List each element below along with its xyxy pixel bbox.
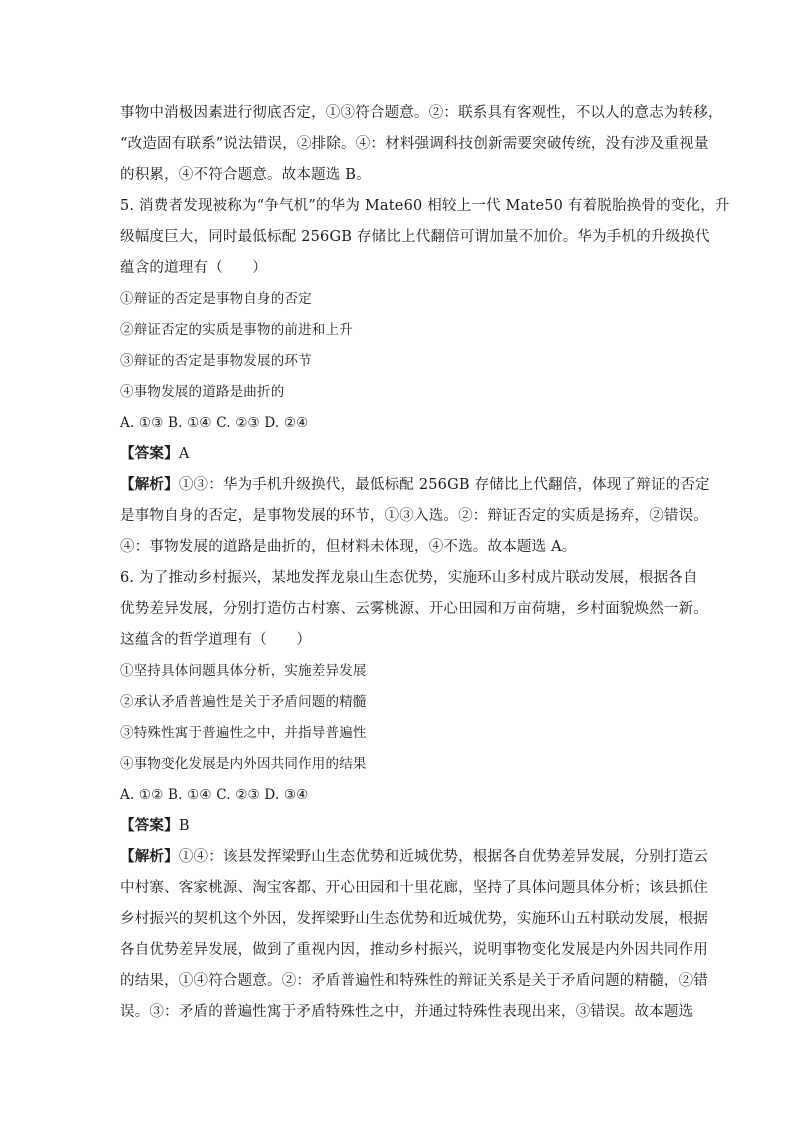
question-6-statement-3: ③特殊性寓于普遍性之中，并指导普遍性 xyxy=(120,725,367,741)
question-6-analysis-line: 乡村振兴的契机这个外因，发挥梁野山生态优势和近城优势，实施环山五村联动发展，根据 xyxy=(120,911,708,927)
intro-explanation-line: 的积累，④不符合题意。故本题选 B。 xyxy=(120,167,371,183)
question-6-analysis-line xyxy=(120,847,709,867)
analysis-text: ①③：华为手机升级换代，最低标配 256GB 存储比上代翻倍，体现了辩证的否定 xyxy=(178,477,710,493)
question-6-analysis-line: 各自优势差异发展，做到了重视内因，推动乡村振兴，说明事物变化发展是内外因共同作用 xyxy=(120,942,708,958)
question-5-stem-line: 级幅度巨大，同时最低标配 256GB 存储比上代翻倍可谓加量不加价。华为手机的升级换代 xyxy=(120,229,710,245)
question-6-stem-line: 优势差异发展，分别打造仿古村寨、云雾桃源、开心田园和万亩荷塘，乡村面貌焕然一新。 xyxy=(120,601,708,617)
analysis-text: ①④：该县发挥梁野山生态优势和近城优势，根据各自优势差异发展，分别打造云 xyxy=(178,849,709,865)
question-6-answer xyxy=(120,816,680,836)
question-5-statement-1: ①辩证的否定是事物自身的否定 xyxy=(120,291,312,307)
analysis-label: 【解析】 xyxy=(120,848,179,865)
question-5-answer xyxy=(120,444,680,464)
analysis-label: 【解析】 xyxy=(120,476,179,493)
question-6-choices: A. ①② B. ①④ C. ②③ D. ③④ xyxy=(120,787,309,803)
answer-label: 【答案】 xyxy=(120,445,179,462)
answer-value: B xyxy=(178,818,190,834)
question-5-analysis-line: 是事物自身的否定，是事物发展的环节，①③入选。②：辩证否定的实质是扬弃，②错误。 xyxy=(120,508,708,524)
question-6-statement-4: ④事物变化发展是内外因共同作用的结果 xyxy=(120,756,367,772)
question-5-statement-4: ④事物发展的道路是曲折的 xyxy=(120,384,285,400)
question-5-statement-2: ②辩证否定的实质是事物的前进和上升 xyxy=(120,322,353,338)
question-5-analysis-line xyxy=(120,475,710,495)
question-6-analysis-line: 的结果，①④符合题意。②：矛盾普遍性和特殊性的辩证关系是关于矛盾问题的精髓，②错 xyxy=(120,973,708,989)
answer-label: 【答案】 xyxy=(120,817,179,834)
question-5-stem-line: 5. 消费者发现被称为“争气机”的华为 Mate60 相较上一代 Mate50 有着脱胎换骨的变化，升 xyxy=(120,198,730,214)
question-5-statement-3: ③辩证的否定是事物发展的环节 xyxy=(120,353,312,369)
question-6-statement-1: ①坚持具体问题具体分析，实施差异发展 xyxy=(120,663,367,679)
question-6-analysis-line: 误。③：矛盾的普遍性寓于矛盾特殊性之中，并通过特殊性表现出来，③错误。故本题选 xyxy=(120,1004,694,1020)
question-6-stem-line: 这蕴含的哲学道理有（ ） xyxy=(120,632,312,648)
intro-explanation-line: “改造固有联系”说法错误，②排除。④：材料强调科技创新需要突破传统，没有涉及重视量 xyxy=(120,136,709,152)
question-5-stem-line: 蕴含的道理有（ ） xyxy=(120,260,267,276)
question-6-statement-2: ②承认矛盾普遍性是关于矛盾问题的精髓 xyxy=(120,694,367,710)
intro-explanation-line: 事物中消极因素进行彻底否定，①③符合题意。②：联系具有客观性，不以人的意志为转移， xyxy=(120,105,723,121)
question-6-stem-line: 6. 为了推动乡村振兴，某地发挥龙泉山生态优势，实施环山多村成片联动发展，根据各自 xyxy=(120,570,698,586)
question-5-analysis-line: ④：事物发展的道路是曲折的，但材料未体现，④不选。故本题选 A。 xyxy=(120,539,577,555)
question-6-analysis-line: 中村寨、客家桃源、淘宝客都、开心田园和十里花廊，坚持了具体问题具体分析；该县抓住 xyxy=(120,880,708,896)
question-5-choices: A. ①③ B. ①④ C. ②③ D. ②④ xyxy=(120,415,309,431)
answer-value: A xyxy=(178,446,190,462)
